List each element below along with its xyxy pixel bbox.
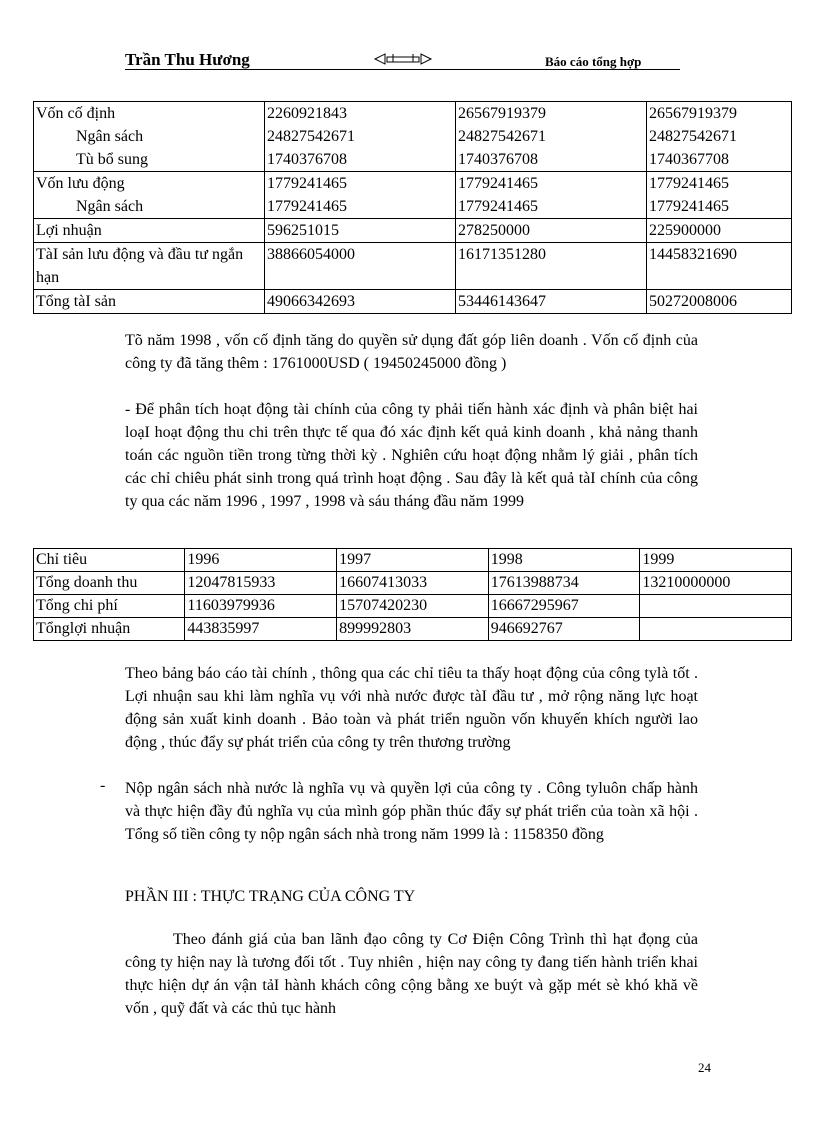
table-row xyxy=(34,195,792,219)
column-header: 1999 xyxy=(640,549,792,572)
table-cell: 12047815933 xyxy=(185,572,337,595)
table-cell: 26567919379 xyxy=(647,102,792,126)
table-cell: 38866054000 xyxy=(265,243,456,290)
table-cell: 11603979936 xyxy=(185,595,337,618)
table-cell: 14458321690 xyxy=(647,243,792,290)
table-row xyxy=(34,125,792,148)
table-cell: 16667295967 xyxy=(488,595,640,618)
table-row xyxy=(34,572,792,595)
column-header: Chỉ tiêu xyxy=(34,549,185,572)
table-row xyxy=(34,172,792,196)
table-cell: 1779241465 xyxy=(647,195,792,219)
table-cell: 1779241465 xyxy=(647,172,792,196)
table-row xyxy=(34,102,792,126)
table-cell: 443835997 xyxy=(185,618,337,641)
table-cell: 16171351280 xyxy=(456,243,647,290)
column-header: 1997 xyxy=(337,549,489,572)
table-cell: 15707420230 xyxy=(337,595,489,618)
page-number: 24 xyxy=(698,1060,711,1075)
row-label: Tổng chi phí xyxy=(34,595,185,618)
row-label: Tù bổ sung xyxy=(34,148,265,172)
table-cell xyxy=(640,618,792,641)
paragraph-current-status: Theo đánh giá của ban lãnh đạo công ty Cơ Điện Công Trình thì hạt đọng của công ty hiện nay là tương đối tốt . Tuy nhiên , hiện nay công ty đang tiến hành triển khai thực hiện dự án vận tảI hành khách công cộng bằng xe buýt và gặp mét sè khó khă về vốn , quỹ đất và các thủ tục hành xyxy=(125,931,698,1017)
row-label: Tổng tàI sản xyxy=(34,290,265,314)
row-label: Tổng doanh thu xyxy=(34,572,185,595)
table-header-row xyxy=(34,549,792,572)
table-cell: 26567919379 xyxy=(456,102,647,126)
table-cell: 13210000000 xyxy=(640,572,792,595)
table-row xyxy=(34,243,792,290)
table-row xyxy=(34,595,792,618)
paragraph-capital-increase: Tõ năm 1998 , vốn cố định tăng do quyền sử dụng đất góp liên doanh . Vốn cố định của công ty đã tăng thêm : 1761000USD ( 19450245000 đồng ) xyxy=(125,332,698,372)
table-cell: 596251015 xyxy=(265,219,456,243)
table-cell: 50272008006 xyxy=(647,290,792,314)
header-author: Trần Thu Hương xyxy=(125,50,250,69)
table-cell: 24827542671 xyxy=(647,125,792,148)
header-ornament-icon xyxy=(373,51,433,67)
section-title: PHẦN III : THỰC TRẠNG CỦA CÔNG TY xyxy=(125,888,416,905)
financial-results-table xyxy=(33,548,792,641)
table-cell: 946692767 xyxy=(488,618,640,641)
column-header: 1998 xyxy=(488,549,640,572)
table-cell: 17613988734 xyxy=(488,572,640,595)
row-label: TàI sản lưu động và đầu tư ngắn hạn xyxy=(34,243,265,290)
header-rule xyxy=(125,69,680,70)
paragraph-financial-analysis: - Để phân tích hoạt động tài chính của công ty phải tiến hành xác định và phân biệt hai loạI hoạt động thu chi trên thực tế qua đó xác định kết quả kinh doanh , khả nảng thanh toán các nguồn tiền trong từng thời kỳ . Nghiên cứu hoạt động nhằm lý giải , phân tích các chỉ chiêu phát sinh trong quá trình hoạt động . Sau đây là kết quả tàI chính của công ty qua các năm 1996 , 1997 , 1998 và sáu tháng đầu năm 1999 xyxy=(125,401,698,510)
table-cell: 24827542671 xyxy=(265,125,456,148)
table-cell: 1740367708 xyxy=(647,148,792,172)
table-cell: 1779241465 xyxy=(456,195,647,219)
table-row xyxy=(34,618,792,641)
row-label: Ngân sách xyxy=(34,195,265,219)
column-header: 1996 xyxy=(185,549,337,572)
row-label: Ngân sách xyxy=(34,125,265,148)
table-row xyxy=(34,148,792,172)
table-cell: 1779241465 xyxy=(456,172,647,196)
row-label: Tổnglợi nhuận xyxy=(34,618,185,641)
row-label: Vốn cố định xyxy=(34,102,265,126)
bullet-dash: - xyxy=(100,777,106,794)
table-cell: 278250000 xyxy=(456,219,647,243)
capital-table xyxy=(33,101,792,314)
table-cell xyxy=(640,595,792,618)
paragraph-financial-report: Theo bảng báo cáo tài chính , thông qua các chỉ tiêu ta thấy hoạt động của công tylà tốt . Lợi nhuận sau khi làm nghĩa vụ với nhà nước được tàI đầu tư , mở rộng năng lực hoạt động sản xuất kinh doanh . Bảo toàn và phát triển nguồn vốn khuyến khích người lao động , thúc đẩy sự phát triển của công ty trên thương trường xyxy=(125,665,698,751)
table-cell: 1779241465 xyxy=(265,172,456,196)
table-cell: 1740376708 xyxy=(456,148,647,172)
table-cell: 2260921843 xyxy=(265,102,456,126)
page-header xyxy=(125,50,680,72)
row-label: Vốn lưu động xyxy=(34,172,265,196)
table-cell: 1740376708 xyxy=(265,148,456,172)
table-cell: 225900000 xyxy=(647,219,792,243)
table-cell: 24827542671 xyxy=(456,125,647,148)
table-cell: 16607413033 xyxy=(337,572,489,595)
table-cell: 49066342693 xyxy=(265,290,456,314)
table-cell: 899992803 xyxy=(337,618,489,641)
header-title: Báo cáo tổng hợp xyxy=(545,54,642,69)
table-row xyxy=(34,290,792,314)
table-cell: 1779241465 xyxy=(265,195,456,219)
paragraph-state-budget: Nộp ngân sách nhà nước là nghĩa vụ và quyền lợi của công ty . Công tyluôn chấp hành và thực hiện đầy đủ nghĩa vụ của mình góp phần thúc đẩy sự phát triển của toàn xã hội . Tổng số tiền công ty nộp ngân sách nhà trong năm 1999 là : 1158350 đồng xyxy=(125,780,698,843)
table-cell: 53446143647 xyxy=(456,290,647,314)
row-label: Lợi nhuận xyxy=(34,219,265,243)
table-row xyxy=(34,219,792,243)
